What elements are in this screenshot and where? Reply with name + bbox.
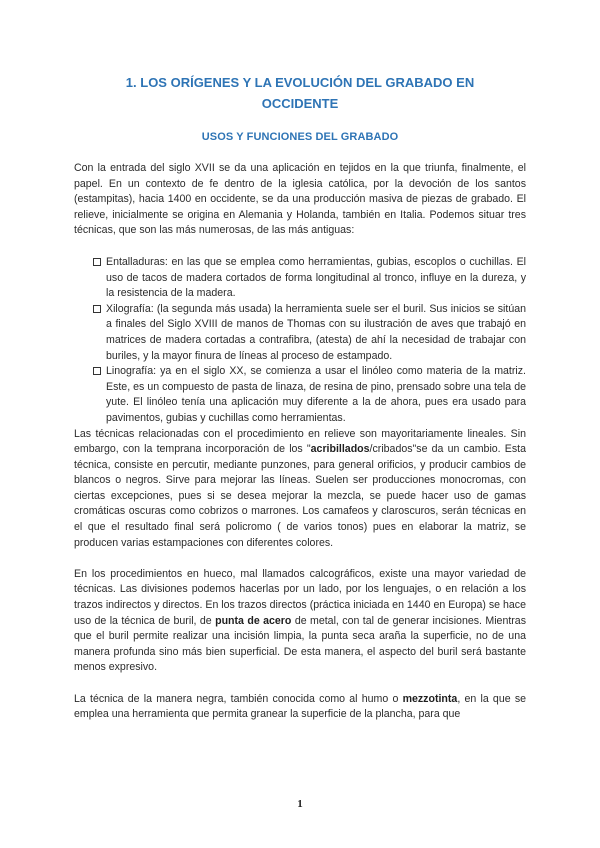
techniques-list [74,255,526,427]
list-item [74,255,526,302]
intro-paragraph: Con la entrada del siglo XVII se da una aplicación en tejidos en la que triunfa, finalmente, el papel. En un contexto de fe dentro de la iglesia católica, por la devoción de los santos (estampitas), hacia 1400 en occidente, se da una producción masiva de piezas de grabado. El relieve, inicialmente se origina en Alemania y Holanda, también en Italia. Podemos situar tres técnicas, que son las más numerosas, de las más antiguas: [74,162,526,237]
paragraph-text: En los procedimientos en hueco, mal llamados calcográficos, existe una mayor variedad de técnicas. Las divisiones podemos hacerlas por un lado, por los lenguajes, o en relación a los trazos indirectos y directos. En los trazos directos (práctica iniciada en 1440 en Europa) se hace uso de la técnica de buril, de [74,567,526,627]
section-subtitle: USOS Y FUNCIONES DEL GRABADO [201,131,399,143]
list-item [74,302,526,364]
section-title: 1. LOS ORÍGENES Y LA EVOLUCIÓN DEL GRABADO EN OCCIDENTE [125,75,475,111]
technique-text: Linografía: ya en el siglo XX, se comienza a usar el linóleo como materia de la matriz. Este, es un compuesto de pasta de linaza, de resina de pino, prensado sobre una tela de yute. El linóleo tenía una aplicación muy diferente a la de ahora, pues era usado para pavimentos, gubias y cuchillas como herramientas. [106,365,526,424]
manera-negra-paragraph [74,692,526,723]
bold-term: acribillados [310,443,370,456]
technique-text: Entalladuras: en las que se emplea como herramientas, gubias, escoplos o cuchillas. El uso de tacos de madera cortados de forma longitudinal al tronco, influye en la dureza, y la resistencia de la madera. [106,255,526,300]
checkbox-icon [93,305,101,313]
paragraph-text: La técnica de la manera negra, también conocida como al humo o [74,692,403,705]
bold-term: punta de acero [215,614,292,627]
paragraph-gap [74,676,526,692]
list-item [74,364,526,426]
relief-paragraph [74,427,526,552]
paragraph-text: , en la que se emplea una herramienta que permita granear la superficie de la plancha, para que [74,692,527,721]
hueco-paragraph [74,567,526,676]
technique-text: Xilografía: (la segunda más usada) la herramienta suele ser el buril. Sus inicios se sitúan a finales del Siglo XVIII de manos de Thomas con su ilustración de aves que trabajó en matrices de madera cortadas a contrafibra, (atesta) de ahí la necesidad de trabajar con buriles, y la mayor finura de líneas al proceso de estampado. [106,302,526,362]
paragraph-text: Las técnicas relacionadas con el procedimiento en relieve son mayoritariamente lineales. Sin embargo, con la temprana incorporación de los " [74,427,526,456]
paragraph-gap [74,551,526,567]
paragraph-text: de metal, con tal de generar incisiones. Mientras que el buril permite realizar una incisión limpia, la punta seca araña la superficie, no de una manera profunda sino más bien superficial. De esta manera, el aspecto del buril será bastante menos expresivo. [74,614,526,674]
document-body [74,161,526,723]
page-number: 1 [297,798,303,810]
bold-term: mezzotinta [402,692,458,705]
paragraph-text: /cribados"se da un cambio. Esta técnica, consiste en percutir, mediante punzones, para general orificios, y producir cambios de blancos o negros. Sirve para mejorar las líneas. Suelen ser producciones monocromas, con ciertas excepciones, pues si se desea mejorar la mezcla, se puede hacer uso de gamas cromáticas oscuras como cobrizos o marrones. Los camafeos y claroscuros, serán técnicas en el que el resultado final será policromo ( de varios tonos) pues en elaborar la matriz, se producen varias estampaciones con diferentes colores. [74,443,526,549]
checkbox-icon [93,367,101,375]
checkbox-icon [93,258,101,266]
